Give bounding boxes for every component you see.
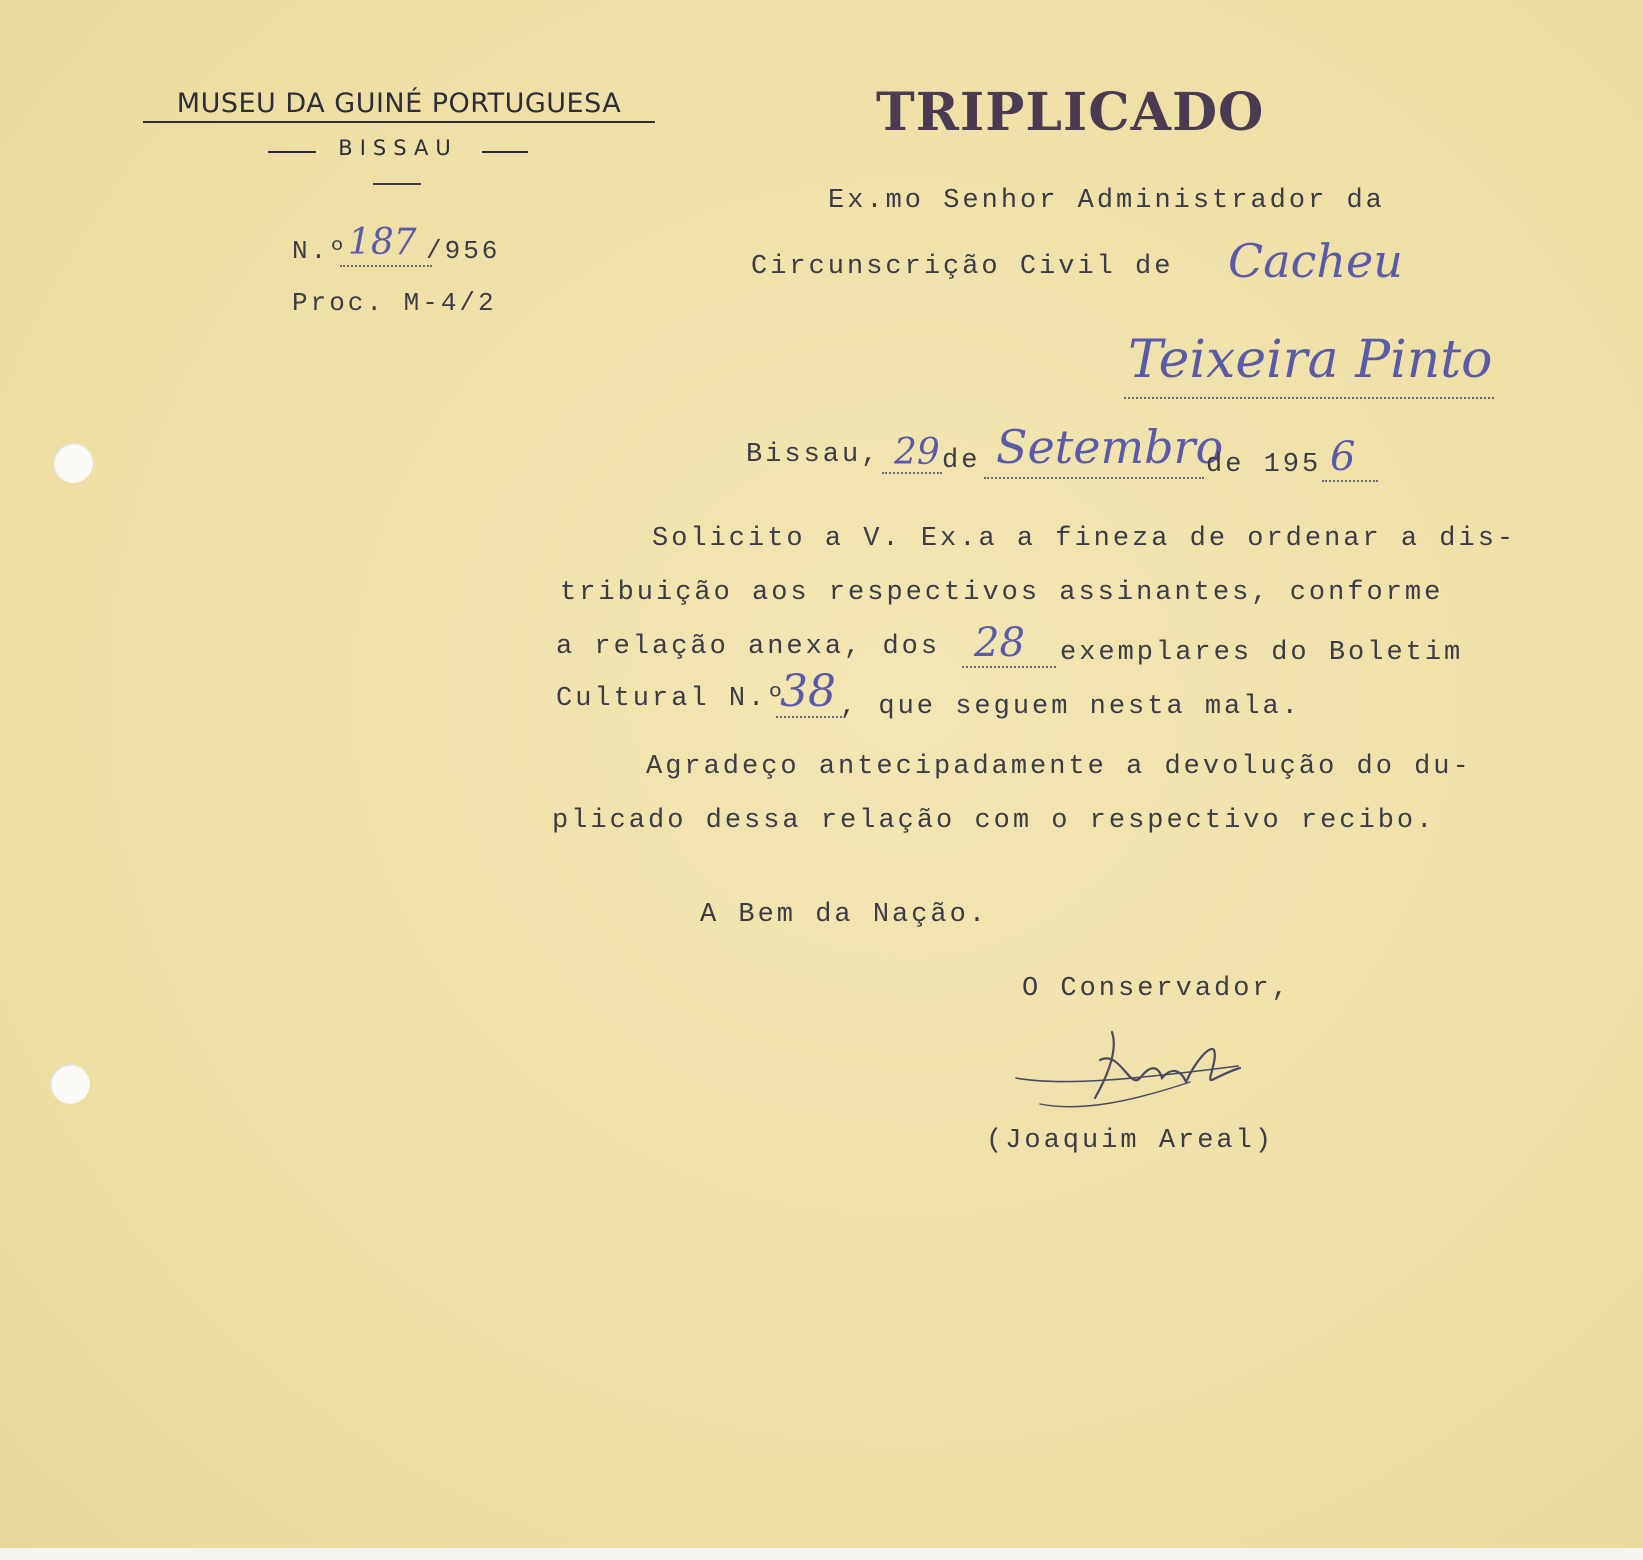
letterhead-divider — [373, 183, 421, 185]
addressee-dotted-line — [1124, 397, 1494, 399]
letterhead-city: BISSAU — [338, 136, 458, 160]
scan-bottom-edge — [0, 1548, 1643, 1560]
process-reference: Proc. M-4/2 — [292, 288, 497, 318]
body-p1-line-1: Solicito a V. Ex.a a fineza de ordenar a dis- — [652, 524, 1517, 554]
copies-dotted-line — [962, 666, 1056, 668]
body-p1-line-2: tribuição aos respectivos assinantes, conforme — [560, 578, 1444, 608]
addressee-line-1: Ex.mo Senhor Administrador da — [828, 186, 1385, 216]
body-p1-line-3a: a relação anexa, dos — [556, 632, 941, 662]
addressee-line-2: Circunscrição Civil de — [751, 252, 1174, 282]
date-de-1: de — [942, 446, 981, 476]
issue-handwritten: 38 — [780, 666, 836, 717]
number-prefix: N.º — [292, 236, 348, 266]
letterhead-name: MUSEU DA GUINÉ PORTUGUESA — [143, 88, 655, 123]
date-year-digit-handwritten: 6 — [1330, 434, 1356, 480]
date-day-handwritten: 29 — [894, 432, 940, 473]
copies-handwritten: 28 — [974, 620, 1025, 666]
addressee-location-handwritten: Cacheu — [1228, 234, 1403, 288]
closing-salutation: A Bem da Nação. — [700, 900, 989, 930]
date-month-handwritten: Setembro — [996, 420, 1224, 474]
addressee-name-handwritten: Teixeira Pinto — [1128, 330, 1493, 390]
month-dotted-line — [984, 477, 1204, 479]
date-de-year: de 195 — [1206, 450, 1322, 480]
triplicado-stamp: TRIPLICADO — [876, 82, 1265, 143]
body-p2-line-2: plicado dessa relação com o respectivo recibo. — [552, 806, 1436, 836]
number-handwritten: 187 — [348, 222, 417, 263]
body-p1-line-3b: exemplares do Boletim — [1060, 638, 1464, 668]
body-p1-line-4a: Cultural N.º — [556, 684, 787, 714]
year-dotted-line — [1322, 480, 1378, 482]
date-place: Bissau, — [746, 440, 881, 470]
number-dotted-line — [340, 265, 432, 267]
number-year: /956 — [426, 236, 501, 266]
body-p2-line-1: Agradeço antecipadamente a devolução do du- — [646, 752, 1472, 782]
signature-image — [1000, 1020, 1300, 1130]
punch-hole-top — [53, 443, 93, 483]
signatory-name: (Joaquim Areal) — [986, 1126, 1275, 1156]
body-p1-line-4b: , que seguem nesta mala. — [840, 692, 1301, 722]
punch-hole-bottom — [50, 1064, 90, 1104]
city-rule-right — [482, 151, 528, 153]
closing-title: O Conservador, — [1022, 974, 1291, 1004]
